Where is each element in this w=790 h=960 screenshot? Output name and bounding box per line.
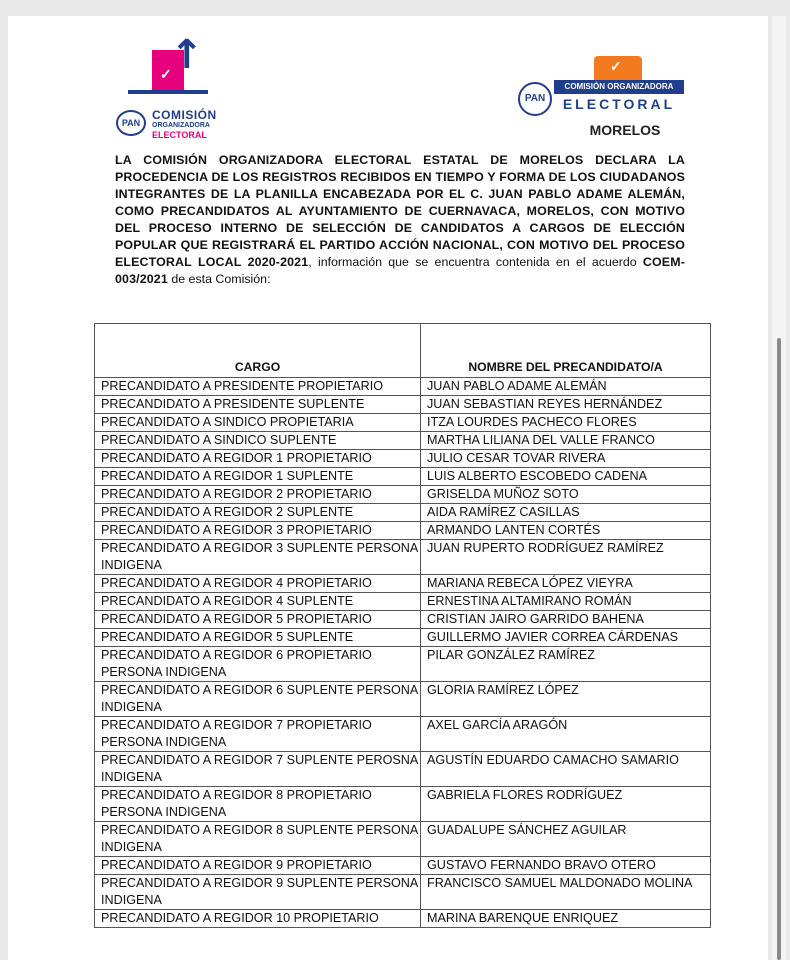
nombre-cell: CRISTIAN JAIRO GARRIDO BAHENA <box>421 611 711 629</box>
cargo-cell: PRECANDIDATO A REGIDOR 3 PROPIETARIO <box>95 522 421 540</box>
nombre-cell: GABRIELA FLORES RODRÍGUEZ <box>421 787 711 822</box>
table-row <box>95 910 711 928</box>
table-row <box>95 522 711 540</box>
cargo-cell: PRECANDIDATO A REGIDOR 3 SUPLENTE PERSONA INDIGENA <box>95 540 421 575</box>
nombre-cell: GUILLERMO JAVIER CORREA CÁRDENAS <box>421 629 711 647</box>
cargo-cell: PRECANDIDATO A SINDICO SUPLENTE <box>95 432 421 450</box>
scrollbar[interactable] <box>772 16 786 960</box>
cargo-cell: PRECANDIDATO A PRESIDENTE SUPLENTE <box>95 396 421 414</box>
nombre-cell: GLORIA RAMÍREZ LÓPEZ <box>421 682 711 717</box>
nombre-cell: JUAN SEBASTIAN REYES HERNÁNDEZ <box>421 396 711 414</box>
table-row <box>95 540 711 575</box>
cargo-cell: PRECANDIDATO A REGIDOR 6 SUPLENTE PERSONA INDIGENA <box>95 682 421 717</box>
pan-badge-icon: PAN <box>116 110 146 136</box>
table-row <box>95 575 711 593</box>
logo-left-line2: ORGANIZADORA <box>152 122 210 129</box>
nombre-cell: ERNESTINA ALTAMIRANO ROMÁN <box>421 593 711 611</box>
agreement-number: COEM-003/2021 <box>115 255 685 286</box>
table-header-row <box>95 324 711 378</box>
nombre-cell: FRANCISCO SAMUEL MALDONADO MOLINA <box>421 875 711 910</box>
checkmark-icon: ✓ <box>160 66 172 82</box>
logo-right-bar: COMISIÓN ORGANIZADORA <box>554 80 684 94</box>
cargo-cell: PRECANDIDATO A REGIDOR 7 SUPLENTE PEROSNA INDIGENA <box>95 752 421 787</box>
table-row <box>95 450 711 468</box>
checkmark-icon: ✓ <box>610 58 622 74</box>
scrollbar-thumb[interactable] <box>777 338 781 960</box>
nombre-cell: MARINA BARENQUE ENRIQUEZ <box>421 910 711 928</box>
nombre-cell: AXEL GARCÍA ARAGÓN <box>421 717 711 752</box>
cargo-cell: PRECANDIDATO A REGIDOR 1 PROPIETARIO <box>95 450 421 468</box>
cargo-cell: PRECANDIDATO A REGIDOR 2 SUPLENTE <box>95 504 421 522</box>
nombre-cell: ITZA LOURDES PACHECO FLORES <box>421 414 711 432</box>
cargo-cell: PRECANDIDATO A REGIDOR 8 SUPLENTE PERSONA INDIGENA <box>95 822 421 857</box>
declaration-mid: , información que se encuentra contenida en el acuerdo <box>308 255 643 269</box>
cargo-cell: PRECANDIDATO A REGIDOR 2 PROPIETARIO <box>95 486 421 504</box>
nombre-cell: ARMANDO LANTEN CORTÉS <box>421 522 711 540</box>
ballot-slot-icon <box>128 90 208 94</box>
cargo-cell: PRECANDIDATO A REGIDOR 5 PROPIETARIO <box>95 611 421 629</box>
cargo-cell: PRECANDIDATO A REGIDOR 9 SUPLENTE PERSONA INDIGENA <box>95 875 421 910</box>
cargo-cell: PRECANDIDATO A REGIDOR 5 SUPLENTE <box>95 629 421 647</box>
table-row <box>95 875 711 910</box>
cargo-cell: PRECANDIDATO A REGIDOR 9 PROPIETARIO <box>95 857 421 875</box>
table-row <box>95 378 711 396</box>
nombre-cell: MARTHA LILIANA DEL VALLE FRANCO <box>421 432 711 450</box>
cargo-cell: PRECANDIDATO A PRESIDENTE PROPIETARIO <box>95 378 421 396</box>
declaration-bold: LA COMISIÓN ORGANIZADORA ELECTORAL ESTATAL DE MORELOS DECLARA LA PROCEDENCIA DE LOS REGISTROS RECIBIDOS EN TIEMPO Y FORMA DE LOS CIUDADANOS INTEGRANTES DE LA PLANILLA ENCABEZADA POR EL C. JUAN PABLO ADAME ALEMÁN, COMO PRECANDIDATOS AL AYUNTAMIENTO DE CUERNAVACA, MORELOS, CON MOTIVO DEL PROCESO INTERNO DE SELECCIÓN DE CANDIDATOS A CARGOS DE ELECCIÓN POPULAR QUE REGISTRARÁ EL PARTIDO ACCIÓN NACIONAL, CON MOTIVO DEL PROCESO ELECTORAL LOCAL 2020-2021 <box>115 153 685 269</box>
cargo-cell: PRECANDIDATO A REGIDOR 10 PROPIETARIO <box>95 910 421 928</box>
declaration-end: de esta Comisión: <box>167 272 271 286</box>
cargo-cell: PRECANDIDATO A REGIDOR 4 PROPIETARIO <box>95 575 421 593</box>
nombre-cell: GUSTAVO FERNANDO BRAVO OTERO <box>421 857 711 875</box>
cargo-cell: PRECANDIDATO A REGIDOR 7 PROPIETARIO PERSONA INDIGENA <box>95 717 421 752</box>
table-row <box>95 682 711 717</box>
table-row <box>95 432 711 450</box>
logo-right-line2: ELECTORAL <box>562 96 676 112</box>
logo-left-line1: COMISIÓN <box>152 108 217 122</box>
table-row <box>95 787 711 822</box>
nombre-cell: GUADALUPE SÁNCHEZ AGUILAR <box>421 822 711 857</box>
table-row <box>95 414 711 432</box>
nombre-cell: JUAN RUPERTO RODRÍGUEZ RAMÍREZ <box>421 540 711 575</box>
nombre-cell: PILAR GONZÁLEZ RAMÍREZ <box>421 647 711 682</box>
document-page <box>8 16 768 960</box>
cargo-cell: PRECANDIDATO A REGIDOR 1 SUPLENTE <box>95 468 421 486</box>
logo-left-line3: ELECTORAL <box>152 130 207 140</box>
nombre-cell: JUAN PABLO ADAME ALEMÁN <box>421 378 711 396</box>
nombre-cell: GRISELDA MUÑOZ SOTO <box>421 486 711 504</box>
pan-badge-icon: PAN <box>518 82 552 116</box>
table-row <box>95 593 711 611</box>
table-row <box>95 752 711 787</box>
table-row <box>95 611 711 629</box>
nombre-cell: AIDA RAMÍREZ CASILLAS <box>421 504 711 522</box>
comision-organizadora-logo-right <box>516 46 686 156</box>
cargo-cell: PRECANDIDATO A SINDICO PROPIETARIA <box>95 414 421 432</box>
table-row <box>95 647 711 682</box>
table-row <box>95 396 711 414</box>
table-row <box>95 504 711 522</box>
cargo-cell: PRECANDIDATO A REGIDOR 6 PROPIETARIO PERSONA INDIGENA <box>95 647 421 682</box>
comision-organizadora-logo-left <box>116 30 236 146</box>
table-row <box>95 468 711 486</box>
nombre-cell: AGUSTÍN EDUARDO CAMACHO SAMARIO <box>421 752 711 787</box>
table-row <box>95 857 711 875</box>
nombre-cell: JULIO CESAR TOVAR RIVERA <box>421 450 711 468</box>
table-row <box>95 629 711 647</box>
candidates-table <box>94 323 711 928</box>
logo-right-state: MORELOS <box>589 122 661 138</box>
column-header-cargo: CARGO <box>95 324 421 378</box>
column-header-nombre: NOMBRE DEL PRECANDIDATO/A <box>421 324 711 378</box>
table-row <box>95 486 711 504</box>
nombre-cell: MARIANA REBECA LÓPEZ VIEYRA <box>421 575 711 593</box>
table-row <box>95 717 711 752</box>
table-row <box>95 822 711 857</box>
cargo-cell: PRECANDIDATO A REGIDOR 4 SUPLENTE <box>95 593 421 611</box>
ballot-hand-icon: ↑ <box>170 32 204 78</box>
nombre-cell: LUIS ALBERTO ESCOBEDO CADENA <box>421 468 711 486</box>
declaration-paragraph <box>115 152 685 288</box>
cargo-cell: PRECANDIDATO A REGIDOR 8 PROPIETARIO PERSONA INDIGENA <box>95 787 421 822</box>
